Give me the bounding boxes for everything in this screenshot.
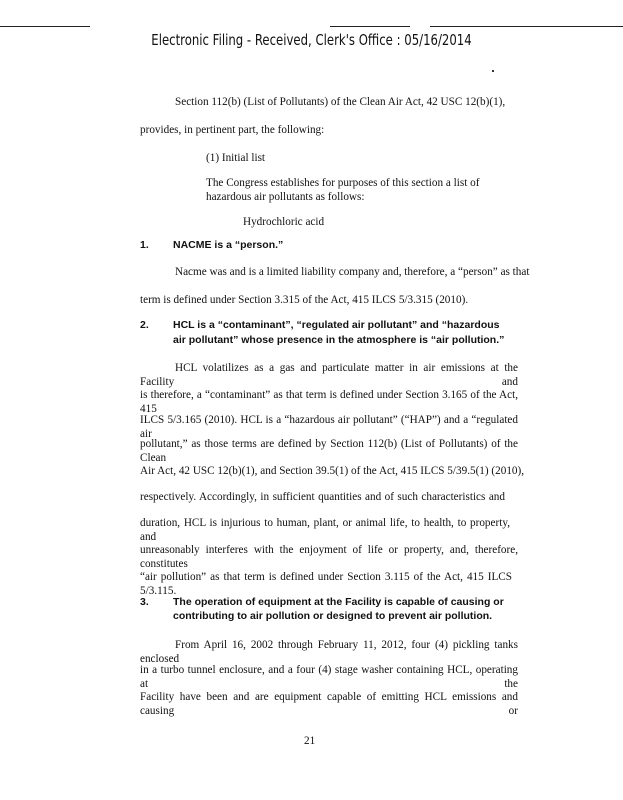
paragraph-line: Nacme was and is a limited liability company and, therefore, a “person” as that [175,266,530,278]
paragraph-line: duration, HCL is injurious to human, plant, or animal life, to health, to property, and [140,517,510,543]
intro-line: Section 112(b) (List of Pollutants) of the Clean Air Act, 42 USC 12(b)(1), [175,96,506,108]
scan-rule [0,26,90,27]
paragraph-line: term is defined under Section 3.315 of the Act, 415 ILCS 5/3.315 (2010). [140,294,469,306]
scan-speck [492,70,494,72]
section-heading: The operation of equipment at the Facility is capable of causing or [173,596,504,608]
paragraph-line: unreasonably interferes with the enjoyment of life or property, and, therefore, constitutes [140,544,518,570]
paragraph-line: ILCS 5/3.165 (2010). HCL is a “hazardous air pollutant” (“HAP”) and a “regulated air [140,414,518,440]
paragraph-line: in a turbo tunnel enclosure, and a four (4) stage washer containing HCL, operating at the [140,664,518,690]
quote-line: The Congress establishes for purposes of this section a list of [206,177,480,189]
section-number: 2. [140,319,149,331]
page-number: 21 [304,735,316,747]
filing-stamp-header: Electronic Filing - Received, Clerk's Office : 05/16/2014 [151,31,472,49]
paragraph-line: Air Act, 42 USC 12(b)(1), and Section 39.5(1) of the Act, 415 ILCS 5/39.5(1) (2010), [140,465,525,477]
quote-heading: (1) Initial list [206,152,266,164]
paragraph-line: “air pollution” as that term is defined under Section 3.115 of the Act, 415 ILCS 5/3.115. [140,571,512,597]
section-heading: HCL is a “contaminant”, “regulated air pollutant” and “hazardous [173,319,500,331]
paragraph-line: pollutant,” as those terms are defined by Section 112(b) (List of Pollutants) of the Clean [140,438,518,464]
quote-line: hazardous air pollutants as follows: [206,191,365,203]
paragraph-line: respectively. Accordingly, in sufficient quantities and of such characteristics and [140,491,505,503]
paragraph-line: From April 16, 2002 through February 11, 2012, four (4) pickling tanks enclosed [140,639,518,665]
paragraph-line: HCL volatilizes as a gas and particulate matter in air emissions at the Facility and [140,362,518,388]
scan-rule [430,26,623,27]
paragraph-line: Facility have been and are equipment capable of emitting HCL emissions and causing or [140,691,518,717]
quote-item: Hydrochloric acid [243,216,325,228]
section-heading: NACME is a “person.” [173,239,284,251]
section-number: 1. [140,239,149,251]
section-heading: contributing to air pollution or designed to prevent air pollution. [173,610,493,622]
section-heading: air pollutant” whose presence in the atmosphere is “air pollution.” [173,334,505,346]
section-number: 3. [140,596,149,608]
intro-line: provides, in pertinent part, the following: [140,124,325,136]
scan-rule [330,26,410,27]
paragraph-line: is therefore, a “contaminant” as that term is defined under Section 3.165 of the Act, 415 [140,389,518,415]
